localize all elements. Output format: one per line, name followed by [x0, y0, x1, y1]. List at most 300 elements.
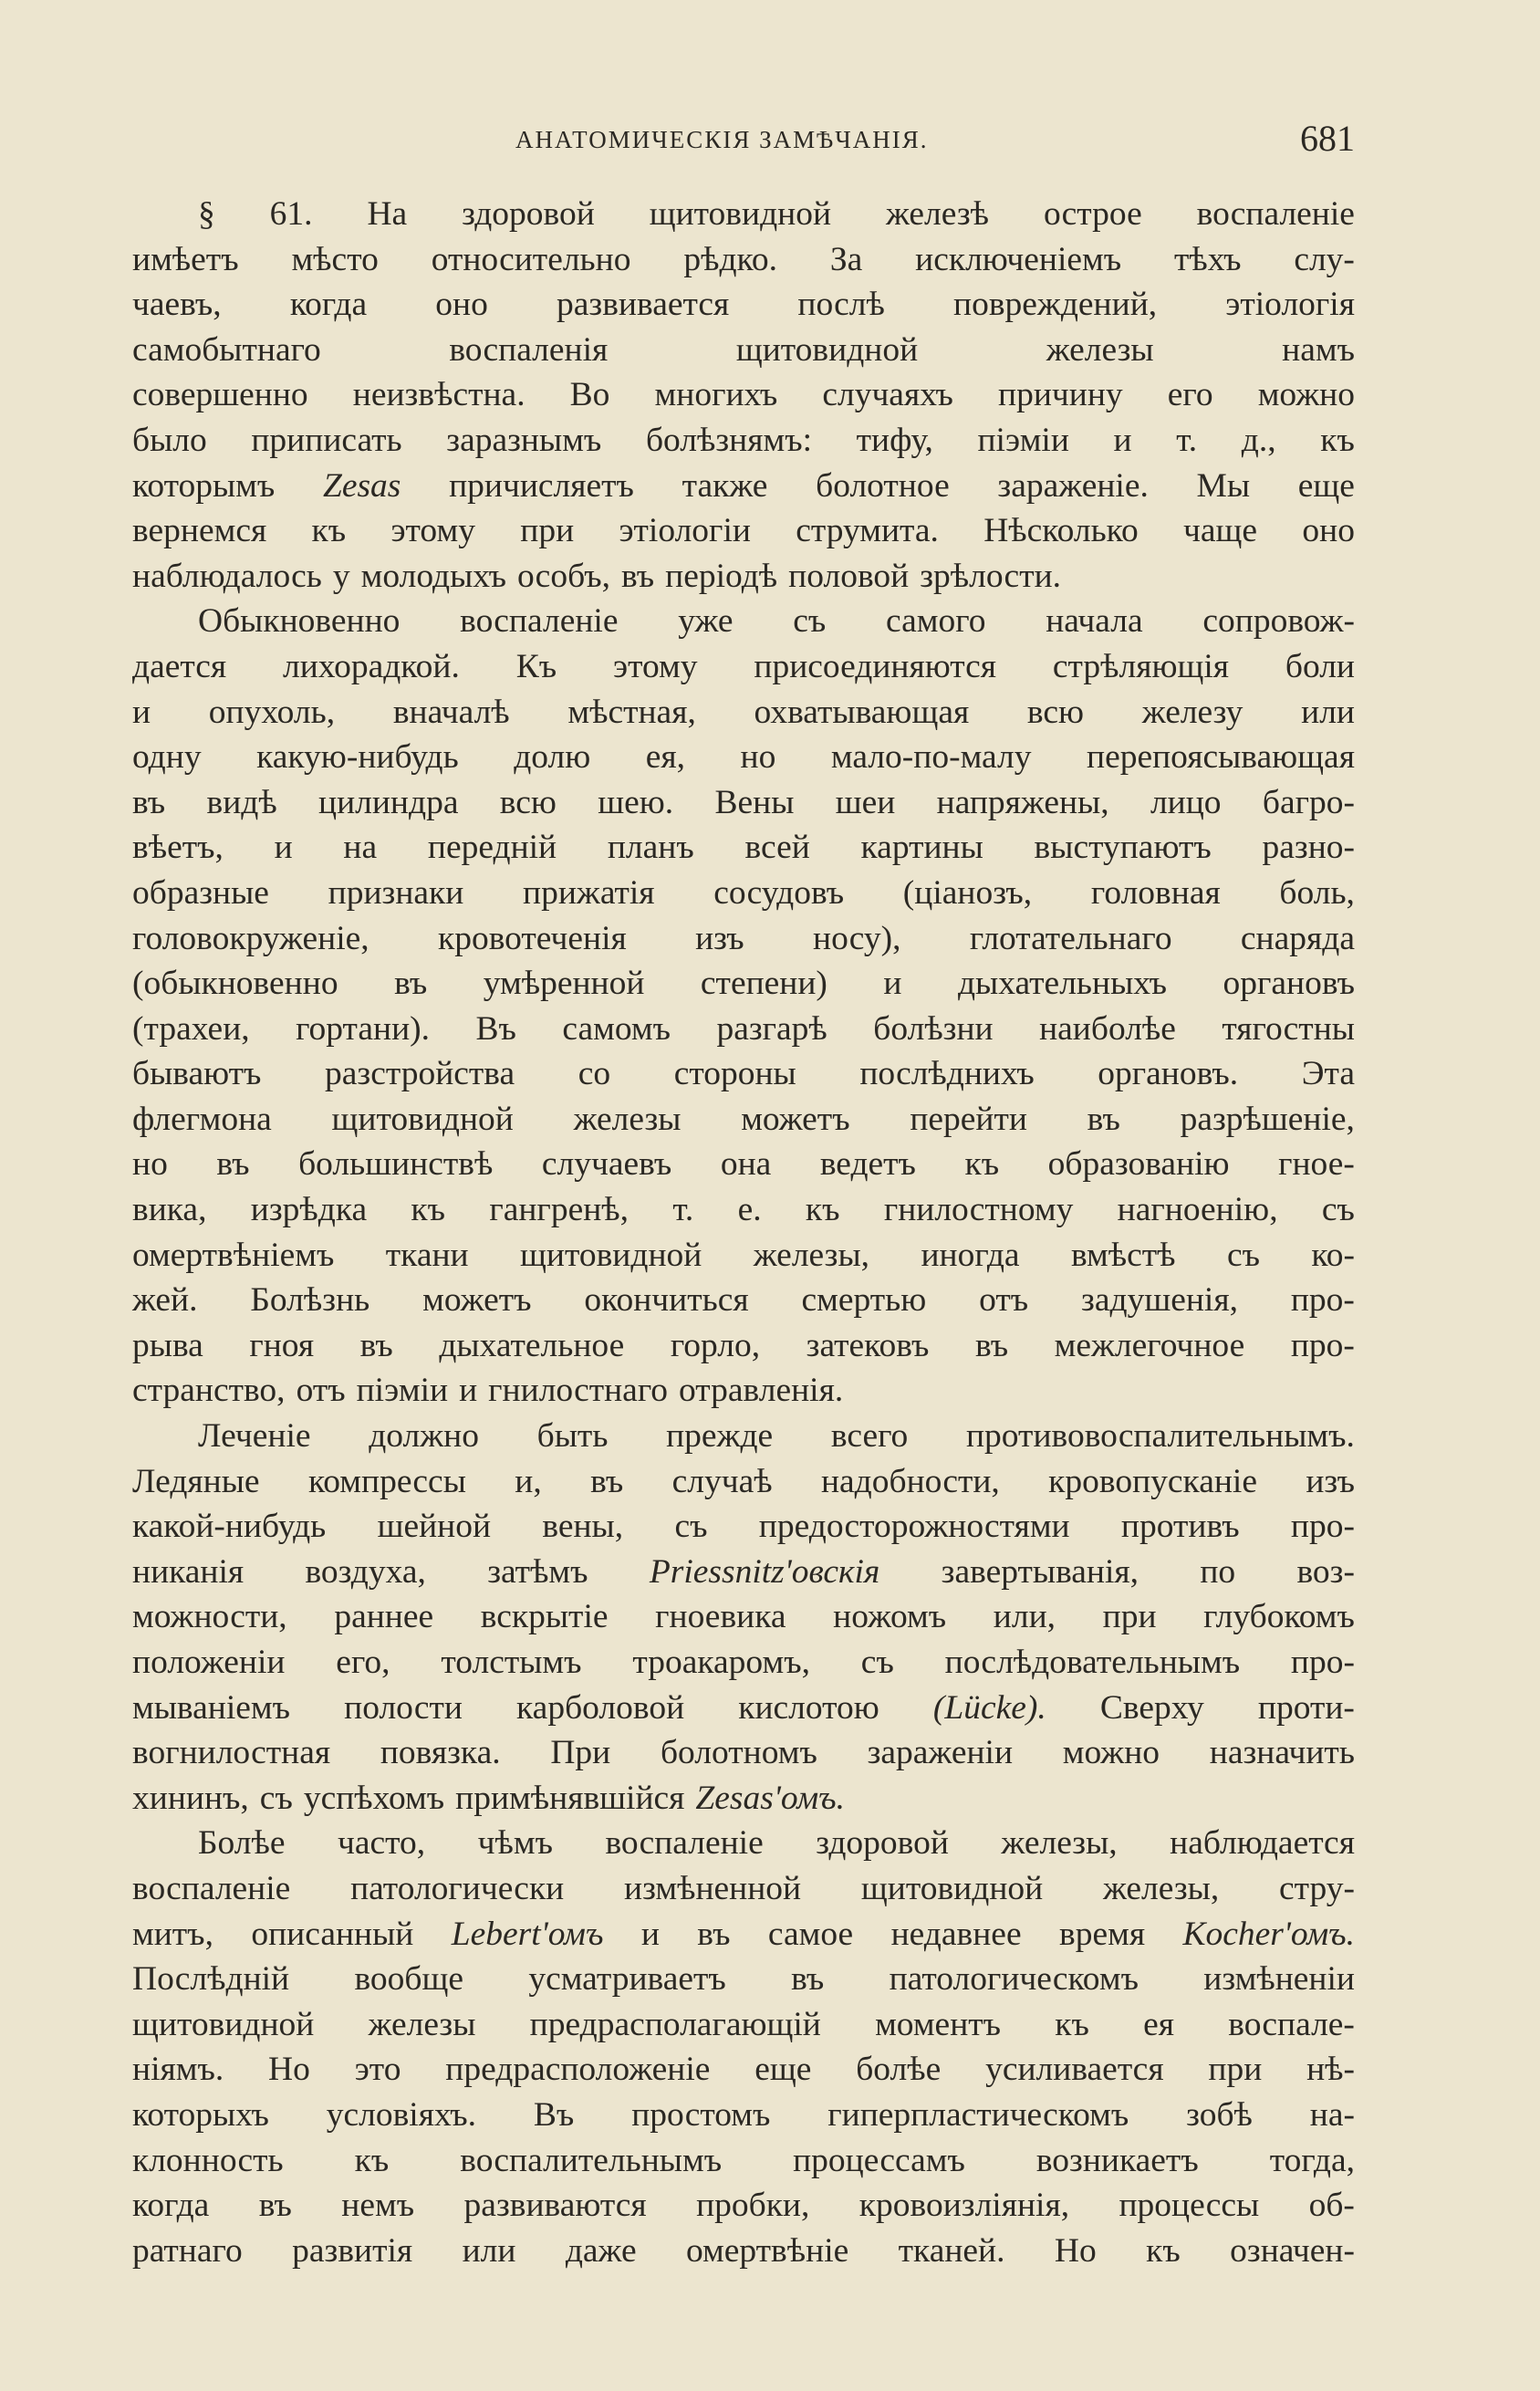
- page-header: [132, 117, 1355, 162]
- word: воспаленіе: [605, 1824, 764, 1863]
- word: при: [520, 512, 575, 550]
- word: съ: [793, 602, 827, 641]
- word: напряжены,: [936, 783, 1109, 821]
- text-line: [132, 735, 1355, 780]
- word: жей.: [132, 1281, 198, 1320]
- word: За: [829, 240, 863, 278]
- text-line: [132, 1051, 1355, 1097]
- word: Послѣдній: [132, 1960, 290, 1999]
- word: изъ: [695, 919, 744, 957]
- word: острое: [1043, 195, 1142, 233]
- text-line: [132, 554, 1355, 600]
- word: оно: [435, 286, 488, 324]
- word: вскрытіе: [480, 1598, 609, 1636]
- word: охватывающая: [754, 693, 970, 731]
- word: и: [132, 693, 151, 731]
- word: и: [1113, 421, 1132, 459]
- word: противъ: [1120, 1508, 1240, 1546]
- word: про-: [1290, 1326, 1355, 1364]
- word: самомъ: [562, 1009, 671, 1048]
- word: ножомъ: [833, 1598, 947, 1636]
- word: На: [367, 195, 408, 233]
- word: ко-: [1311, 1236, 1355, 1274]
- word: нѣ-: [1306, 2051, 1355, 2089]
- word: наблюдалось: [132, 557, 322, 595]
- word: Kocher'омъ.: [1182, 1915, 1355, 1953]
- word: этому: [390, 512, 475, 550]
- word: въ: [394, 965, 428, 1003]
- word: одну: [132, 738, 202, 777]
- word: этіологія: [1225, 286, 1355, 324]
- word: къ: [1320, 421, 1355, 459]
- word: головная: [1090, 873, 1221, 912]
- word: положеніи: [132, 1644, 286, 1681]
- text-line: [132, 1097, 1355, 1143]
- word: піэміи: [977, 421, 1069, 459]
- word: воздуха,: [305, 1552, 426, 1591]
- word: цилиндра: [318, 783, 459, 821]
- word: щитовидной: [132, 2005, 315, 2043]
- word: совершенно: [132, 376, 308, 414]
- word: заразнымъ: [446, 421, 602, 459]
- word: воспаленія: [449, 330, 609, 369]
- word: боли: [1285, 647, 1355, 685]
- word: Во: [569, 376, 610, 414]
- word: тифу,: [856, 421, 933, 459]
- word: Сверху: [1099, 1688, 1204, 1727]
- word: послѣдовательнымъ: [944, 1644, 1241, 1681]
- word: (трахеи,: [132, 1009, 250, 1048]
- text-line: [132, 1007, 1355, 1052]
- word: случаяхъ: [822, 376, 953, 414]
- word: отъ: [979, 1281, 1029, 1320]
- text-line: [132, 1686, 1355, 1731]
- word: гное-: [1278, 1145, 1355, 1184]
- word: патологически: [350, 1869, 565, 1907]
- text-line: [132, 1323, 1355, 1369]
- word: стороны: [673, 1055, 796, 1093]
- text-line: [132, 1368, 1355, 1414]
- word: недавнее: [890, 1915, 1022, 1953]
- word: странство,: [132, 1372, 286, 1410]
- word: железы: [368, 2005, 476, 2043]
- word: железѣ: [885, 195, 990, 233]
- word: какую-нибудь: [256, 738, 459, 777]
- word: также: [682, 466, 768, 505]
- text-line: [132, 1866, 1355, 1912]
- word: отъ: [296, 1372, 346, 1410]
- word: омертвѣніемъ: [132, 1236, 335, 1274]
- word: глотательнаго: [969, 919, 1172, 957]
- word: къ: [411, 1191, 446, 1229]
- word: иногда: [921, 1236, 1020, 1274]
- word: примѣнявшійся: [455, 1779, 685, 1817]
- word: болѣзнямъ:: [645, 421, 813, 459]
- word: митъ,: [132, 1915, 213, 1953]
- word: гнилостнаго: [488, 1372, 669, 1410]
- word: гиперпластическомъ: [827, 2095, 1129, 2134]
- word: железу: [1141, 693, 1243, 731]
- word: пробки,: [696, 2187, 810, 2225]
- word: никанія: [132, 1552, 245, 1591]
- word: щитовидной: [735, 330, 919, 369]
- word: у: [332, 557, 350, 595]
- word: лицо: [1150, 783, 1222, 821]
- word: нагноенію,: [1117, 1191, 1278, 1229]
- word: (обыкновенно: [132, 965, 338, 1003]
- word: на: [343, 829, 378, 867]
- word: при: [1208, 2051, 1263, 2089]
- word: исключеніемъ: [915, 240, 1122, 278]
- text-line: [132, 1821, 1355, 1866]
- word: степени): [700, 965, 827, 1003]
- word: успѣхомъ: [303, 1779, 445, 1817]
- word: когда: [132, 2187, 210, 2225]
- word: перепоясывающая: [1087, 738, 1355, 777]
- word: на-: [1309, 2095, 1355, 2134]
- word: немъ: [341, 2187, 415, 2225]
- word: самого: [886, 602, 986, 641]
- word: его,: [336, 1644, 390, 1681]
- word: половой: [788, 557, 910, 595]
- word: железы,: [1001, 1824, 1118, 1863]
- word: и: [459, 1372, 478, 1410]
- word: зараженіи: [867, 1734, 1014, 1772]
- word: воспалительнымъ: [460, 2141, 723, 2179]
- word: можетъ: [422, 1281, 532, 1320]
- word: Къ: [515, 647, 557, 685]
- word: карболовой: [516, 1688, 685, 1727]
- word: тканей.: [898, 2231, 1005, 2270]
- word: всей: [744, 829, 810, 867]
- word: неизвѣстна.: [352, 376, 525, 414]
- word: къ: [1055, 2005, 1089, 2043]
- word: возникаетъ: [1035, 2141, 1199, 2179]
- text-line: [132, 508, 1355, 554]
- word: дыхательное: [439, 1326, 625, 1364]
- word: піэміи: [356, 1372, 449, 1410]
- word: развиваются: [463, 2187, 647, 2225]
- word: вмѣстѣ: [1070, 1236, 1176, 1274]
- word: глубокомъ: [1203, 1598, 1355, 1636]
- word: признаки: [328, 873, 464, 912]
- word: гноевика: [655, 1598, 786, 1636]
- word: затековъ: [806, 1326, 930, 1364]
- word: Эта: [1301, 1055, 1355, 1093]
- word: рыва: [132, 1326, 203, 1364]
- word: начала: [1046, 602, 1143, 641]
- word: тѣхъ: [1174, 240, 1242, 278]
- word: въ: [791, 1960, 825, 1999]
- word: дыхательныхъ: [957, 965, 1167, 1003]
- word: ткани: [385, 1236, 469, 1274]
- word: головокруженіе,: [132, 919, 369, 957]
- word: планъ: [607, 829, 694, 867]
- word: усматриваетъ: [528, 1960, 726, 1999]
- word: надобности,: [820, 1462, 1000, 1500]
- word: со: [578, 1055, 611, 1093]
- word: молодыхъ: [360, 557, 506, 595]
- text-line: [132, 1730, 1355, 1776]
- word: къ: [805, 1191, 840, 1229]
- word: періодѣ: [665, 557, 778, 595]
- word: повязка.: [380, 1734, 501, 1772]
- word: троакаромъ,: [632, 1644, 810, 1681]
- word: вернемся: [132, 512, 267, 550]
- word: всю: [499, 783, 557, 821]
- word: кровопусканіе: [1048, 1462, 1257, 1500]
- word: Болѣзнь: [250, 1281, 370, 1320]
- word: т.: [672, 1191, 694, 1229]
- word: лихорадкой.: [282, 647, 460, 685]
- word: межлегочное: [1054, 1326, 1245, 1364]
- word: съ: [674, 1508, 708, 1546]
- text-line: [132, 1550, 1355, 1595]
- text-line: [132, 2229, 1355, 2274]
- word: образные: [132, 873, 269, 912]
- word: она: [720, 1145, 772, 1184]
- word: усиливается: [985, 2051, 1164, 2089]
- word: какой-нибудь: [132, 1508, 327, 1546]
- text-line: [132, 780, 1355, 826]
- word: дается: [132, 647, 227, 685]
- text-line: [132, 961, 1355, 1007]
- word: воспаленіе: [460, 602, 619, 641]
- word: присоединяются: [754, 647, 996, 685]
- word: шею.: [598, 783, 674, 821]
- word: часто,: [337, 1824, 426, 1863]
- word: или,: [993, 1598, 1056, 1636]
- word: ведетъ: [819, 1145, 916, 1184]
- word: шеи: [835, 783, 896, 821]
- word: въ: [590, 1462, 624, 1500]
- word: послѣднихъ: [859, 1055, 1035, 1093]
- word: ея,: [645, 738, 686, 777]
- word: стру-: [1278, 1869, 1355, 1907]
- word: Нѣсколько: [983, 512, 1139, 550]
- word: или: [1301, 693, 1355, 731]
- word: чѣмъ: [477, 1824, 553, 1863]
- word: повреждений,: [953, 286, 1158, 324]
- word: можно: [1257, 376, 1355, 414]
- text-line: [132, 1640, 1355, 1686]
- word: по: [1200, 1552, 1236, 1591]
- word: мѣсто: [291, 240, 379, 278]
- text-line: [132, 1957, 1355, 2002]
- word: ея: [1143, 2005, 1175, 2043]
- word: зрѣлости.: [920, 557, 1062, 595]
- word: Вены: [714, 783, 795, 821]
- word: противовоспалительнымъ.: [965, 1417, 1355, 1456]
- word: и,: [515, 1462, 542, 1500]
- word: этіологіи: [619, 512, 751, 550]
- text-line: [132, 372, 1355, 418]
- word: въ: [974, 1326, 1009, 1364]
- word: и: [274, 829, 293, 867]
- word: боль,: [1279, 873, 1355, 912]
- text-line: [132, 644, 1355, 690]
- word: железы,: [753, 1236, 870, 1274]
- word: Мы: [1196, 466, 1251, 505]
- word: здоровой: [816, 1824, 949, 1863]
- word: Но: [268, 2051, 310, 2089]
- word: 61.: [269, 195, 313, 233]
- word: шейной: [377, 1508, 492, 1546]
- text-line: [132, 237, 1355, 283]
- word: въ: [697, 1915, 731, 1953]
- word: чаевъ,: [132, 286, 222, 324]
- text-line: [132, 282, 1355, 328]
- word: болотномъ: [660, 1734, 817, 1772]
- word: кровоизліянія,: [858, 2187, 1070, 2225]
- word: Болѣе: [198, 1824, 286, 1863]
- page-number: 681: [1300, 118, 1355, 159]
- word: этому: [612, 647, 698, 685]
- word: Priessnitz'овскія: [649, 1552, 880, 1591]
- word: было: [132, 421, 207, 459]
- word: быть: [536, 1417, 609, 1456]
- running-title: АНАТОМИЧЕСКІЯ ЗАМѢЧАНІЯ.: [515, 126, 929, 153]
- word: послѣ: [797, 286, 885, 324]
- word: самое: [767, 1915, 854, 1953]
- word: горло,: [670, 1326, 761, 1364]
- word: железы: [573, 1100, 682, 1138]
- word: железы,: [1102, 1869, 1220, 1907]
- text-line: [132, 1504, 1355, 1550]
- word: чаще: [1183, 512, 1258, 550]
- word: образованію: [1047, 1145, 1230, 1184]
- word: въ: [1087, 1100, 1120, 1138]
- text-line: [132, 1233, 1355, 1279]
- text-line: [132, 690, 1355, 736]
- word: процессы: [1119, 2187, 1260, 2225]
- word: раннее: [334, 1598, 434, 1636]
- word: въ: [258, 2187, 292, 2225]
- word: ніямъ.: [132, 2051, 224, 2089]
- word: предрасположеніе: [445, 2051, 711, 2089]
- text-line: [132, 2138, 1355, 2184]
- word: измѣненной: [624, 1869, 802, 1907]
- word: назначить: [1209, 1734, 1355, 1772]
- word: смертью: [801, 1281, 927, 1320]
- word: Lebert'омъ: [451, 1915, 604, 1953]
- word: гнилостному: [883, 1191, 1074, 1229]
- text-line: [132, 464, 1355, 509]
- word: Леченіе: [198, 1417, 311, 1456]
- word: бываютъ: [132, 1055, 262, 1093]
- word: и: [640, 1915, 660, 1953]
- word: особъ,: [517, 557, 610, 595]
- word: время: [1059, 1915, 1146, 1953]
- word: воспаленіе: [1196, 195, 1355, 233]
- word: при: [1102, 1598, 1157, 1636]
- word: или: [462, 2231, 516, 2270]
- word: сопровож-: [1202, 602, 1355, 641]
- word: но: [132, 1145, 168, 1184]
- word: съ: [1321, 1191, 1355, 1229]
- word: щитовидной: [331, 1100, 514, 1138]
- word: предрасполагающій: [529, 2005, 821, 2043]
- word: можности,: [132, 1598, 287, 1636]
- word: клонность: [132, 2141, 284, 2179]
- word: къ: [311, 512, 347, 550]
- word: мѣстная,: [567, 693, 696, 731]
- word: тягостны: [1222, 1009, 1355, 1048]
- word: При: [550, 1734, 611, 1772]
- word: органовъ: [1223, 965, 1355, 1003]
- word: полости: [344, 1688, 463, 1727]
- word: съ: [1226, 1236, 1260, 1274]
- word: относительно: [431, 240, 631, 278]
- word: когда: [289, 286, 368, 324]
- word: про-: [1290, 1644, 1355, 1681]
- word: Въ: [475, 1009, 516, 1048]
- word: процессамъ: [793, 2141, 965, 2179]
- word: можетъ: [741, 1100, 850, 1138]
- word: железы: [1046, 330, 1154, 369]
- word: развитія: [292, 2231, 413, 2270]
- word: снаряда: [1240, 919, 1355, 957]
- word: всего: [830, 1417, 909, 1456]
- text-line: [132, 871, 1355, 916]
- word: воспаленіе: [132, 1869, 291, 1907]
- word: означен-: [1230, 2231, 1355, 2270]
- word: болѣзни: [873, 1009, 994, 1048]
- word: всю: [1026, 693, 1085, 731]
- word: еще: [754, 2051, 812, 2089]
- word: мало-по-малу: [830, 738, 1032, 777]
- word: стрѣляющія: [1052, 647, 1229, 685]
- word: органовъ.: [1098, 1055, 1239, 1093]
- word: об-: [1308, 2187, 1355, 2225]
- word: Обыкновенно: [198, 602, 401, 641]
- word: многихъ: [654, 376, 778, 414]
- word: долю: [514, 738, 591, 777]
- word: моментъ: [875, 2005, 1002, 2043]
- text-line: [132, 1414, 1355, 1459]
- text-line: [132, 2093, 1355, 2138]
- word: воз-: [1296, 1552, 1355, 1591]
- word: разгарѣ: [716, 1009, 827, 1048]
- word: большинствѣ: [298, 1145, 494, 1184]
- word: толстымъ: [441, 1644, 582, 1681]
- word: самобытнаго: [132, 330, 321, 369]
- word: вообще: [354, 1960, 463, 1999]
- word: условіяхъ.: [326, 2095, 477, 2134]
- word: съ: [259, 1779, 293, 1817]
- word: измѣненіи: [1203, 1960, 1355, 1999]
- text-line: [132, 328, 1355, 373]
- word: струмита.: [796, 512, 939, 550]
- word: видѣ: [206, 783, 277, 821]
- body-text: [132, 192, 1355, 2273]
- word: причину: [998, 376, 1123, 414]
- word: щитовидной: [520, 1236, 702, 1274]
- word: прижатія: [523, 873, 655, 912]
- word: которыхъ: [132, 2095, 269, 2134]
- word: рѣдко.: [683, 240, 777, 278]
- word: предосторожностями: [758, 1508, 1070, 1546]
- word: гноя: [249, 1326, 315, 1364]
- word: умѣренной: [483, 965, 645, 1003]
- word: зараженіе.: [997, 466, 1149, 505]
- word: компрессы: [307, 1462, 466, 1500]
- word: проти-: [1257, 1688, 1355, 1727]
- word: описанный: [251, 1915, 414, 1953]
- word: приписать: [251, 421, 402, 459]
- word: патологическомъ: [889, 1960, 1139, 1999]
- word: Ледяные: [132, 1462, 260, 1500]
